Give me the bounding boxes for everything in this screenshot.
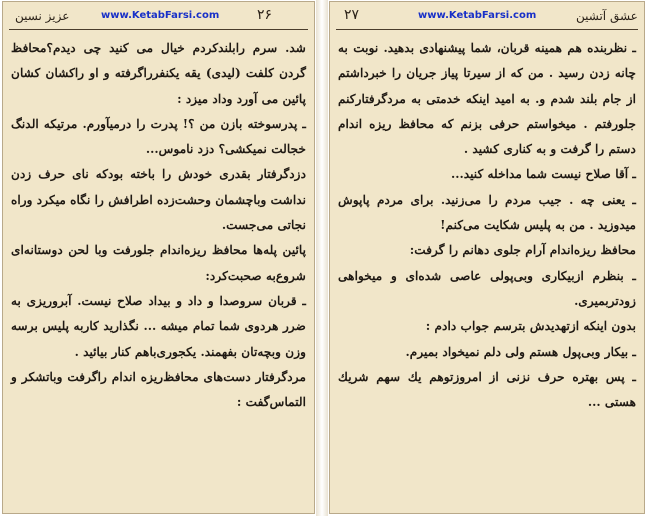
paragraph: شد. سرم رابلندکردم خیال می کنید چی دیدم؟محافظ گردن کلفت (لیدی) یقه یکنفرراگرفته و او راکشان کشان پائین می آورد وداد میزد :: [11, 41, 306, 106]
right-page-number: ۲۷: [344, 7, 360, 23]
paragraph: ـ یعنی چه . جیب مردم را می‌زنید. برای مردم پاپوش میدوزید . من به پلیس شکایت می‌کنم!: [338, 192, 636, 233]
right-header-rule: [336, 29, 638, 30]
left-page-url[interactable]: www.KetabFarsi.com: [101, 10, 220, 21]
right-page-title: عشق آتشین: [576, 9, 638, 23]
left-page-title: عزیز نسین: [15, 9, 70, 23]
paragraph: ـ قربان سروصدا و داد و بیداد صلاح نیست. آبروریزی به ضرر هردوی شما تمام میشه ... نگذارید کاربه پلیس برسه وزن وبچه‌تان بفهمند. یکجوری‌باهم کنار بیائید .: [11, 293, 306, 359]
book-gutter: [316, 0, 328, 516]
right-page-header: [330, 7, 644, 27]
paragraph: ـ بیکار وبی‌پول هستم ولی دلم نمیخواد بمیرم.: [405, 344, 636, 359]
paragraph: ـ نظربنده هم همینه قربان، شما پیشنهادی بدهید. نوبت به چانه زدن رسید . من که از سیرتا پیاز جریان را خبرداشتم از جام بلند شدم و. به امید اینکه خدمتی به مردگرفتارکنم جلورفتم . میخواستم حرفی بزنم که محافظ ریزه اندام دستم را گرفت و به کناری کشید .: [338, 41, 636, 157]
paragraph: بدون اینکه ازتهدیدش بترسم جواب دادم :: [425, 319, 636, 334]
left-page: [2, 1, 315, 514]
paragraph: ـ آقا صلاح نیست شما مداخله کنید...: [450, 167, 636, 182]
paragraph: محافظ ریزه‌اندام آرام جلوی دهانم را گرفت:: [409, 243, 636, 258]
paragraph: ـ پدرسوخته بازن من ؟! پدرت را درمیآورم. مرتیکه الدنگ خجالت نمیکشی؟ دزد ناموس...: [11, 116, 306, 157]
left-page-body: [11, 36, 306, 509]
paragraph: ـ پس بهتره حرف نزنی از امروزتوهم یك سهم شریك هستی ...: [338, 369, 636, 410]
paragraph: مردگرفتار دست‌های محافظ‌ریزه اندام راگرفت وباتشکر و التماس‌گفت :: [11, 369, 306, 410]
right-page-body: [338, 36, 636, 509]
paragraph: پائین پله‌ها محافظ ریزه‌اندام جلورفت وبا لحن دوستانه‌ای شروع‌به صحبت‌کرد:: [11, 243, 306, 283]
left-page-number: ۲۶: [257, 7, 273, 23]
right-page-url[interactable]: www.KetabFarsi.com: [418, 10, 537, 21]
left-header-rule: [9, 29, 308, 30]
paragraph: دزدگرفتار بقدری خودش را باخته بودکه نای حرف زدن نداشت وباچشمان وحشت‌زده اطرافش را نگاه میکرد وراه نجاتی می‌جست.: [11, 167, 306, 233]
right-page: [329, 1, 645, 514]
paragraph: ـ بنظرم ازبیکاری وبی‌پولی عاصی شده‌ای و میخواهی زودتربمیری.: [338, 268, 636, 308]
left-page-header: [3, 7, 314, 27]
